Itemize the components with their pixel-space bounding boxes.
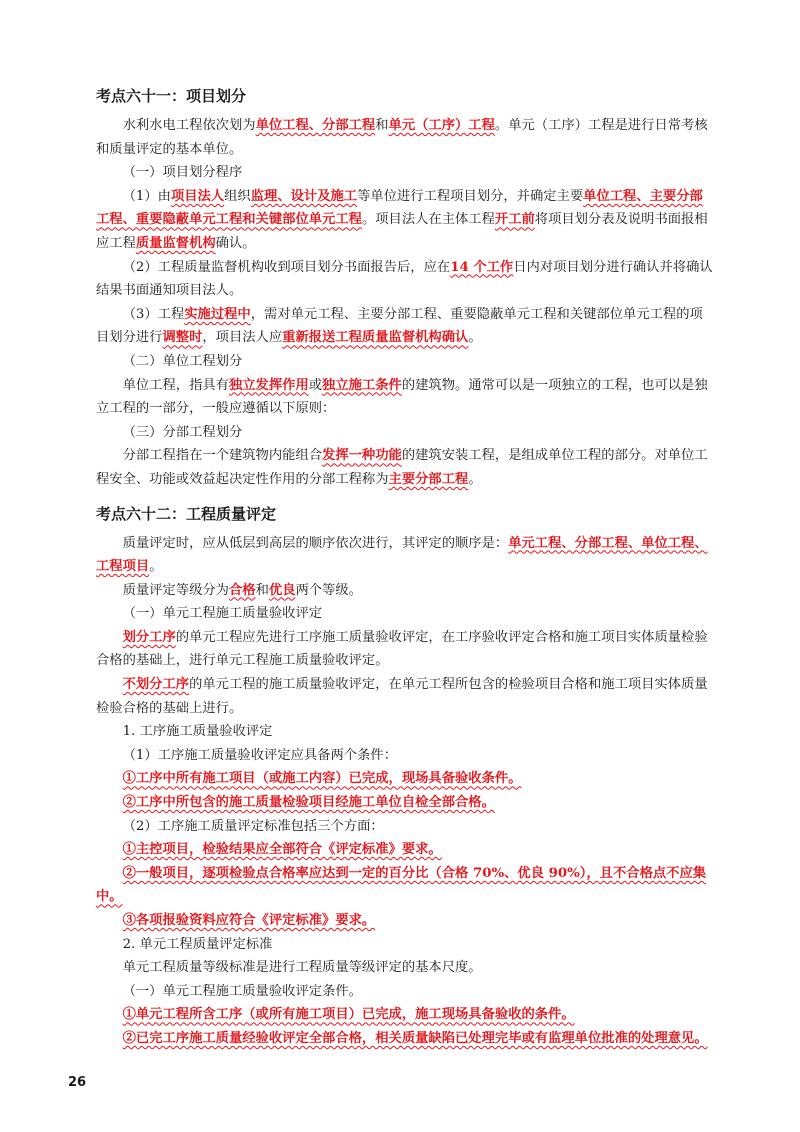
s62-subheading-unit-eval: （一）单元工程施工质量验收评定 xyxy=(122,606,323,622)
s62-paragraph-scale: 单元工程质量等级标准是进行工程质量等级评定的基本尺度。 xyxy=(122,960,482,976)
s62-conditions-heading: （1）工序施工质量验收评定应具备两个条件： xyxy=(122,747,397,763)
highlight: 监理、设计及施工 xyxy=(250,188,358,204)
highlight: 合格 xyxy=(228,582,256,598)
s62-standard-3 xyxy=(96,909,716,933)
s62-condition-1 xyxy=(96,767,716,791)
highlight: 不划分工序 xyxy=(122,677,190,693)
highlight: 调整时 xyxy=(162,330,203,346)
highlight: 独立发挥作用 xyxy=(228,377,309,393)
s61-subheading-procedure: （一）项目划分程序 xyxy=(122,165,243,181)
highlight: ①主控项目，检验结果应全部符合《评定标准》要求。 xyxy=(122,842,442,858)
s61-paragraph-2: （2）工程质量监督机构收到项目划分书面报告后，应在14 个工作日内对项目划分进行确认并将确认结果书面通知项目法人。 xyxy=(96,259,713,299)
highlight: ②已完工序施工质量经验收评定全部合格，相关质量缺陷已处理完毕或有监理单位批准的处理意见。 xyxy=(122,1030,708,1046)
highlight: 主要分部工程 xyxy=(388,471,469,487)
highlight: 实施过程中 xyxy=(184,306,251,322)
s61-subheading-unit: （二）单位工程划分 xyxy=(122,353,243,369)
s62-item-1-heading: 1. 工序施工质量验收评定 xyxy=(122,724,273,740)
s62-paragraph-without-process: 不划分工序的单元工程的施工质量验收评定，在单元工程所包含的检验项目合格和施工项目实体质量检验合格的基础上进行。 xyxy=(96,677,708,716)
highlight: ③各项报验资料应符合《评定标准》要求。 xyxy=(122,913,376,928)
s62-paragraph-order: 质量评定时，应从低层到高层的顺序依次进行，其评定的顺序是：单元工程、分部工程、单位工程、工程项目。 xyxy=(96,535,708,575)
highlight: ②一般项目，逐项检验点合格率应达到一定的百分比（合格 70%、优良 90%），且不合格点不应集中。 xyxy=(96,865,707,905)
highlight: 项目法人 xyxy=(170,188,225,204)
s62-standard-1 xyxy=(96,838,716,862)
highlight: 独立施工条件 xyxy=(322,377,402,393)
highlight: 发挥一种功能 xyxy=(322,448,402,464)
s62-standards-heading: （2）工序施工质量评定标准包括三个方面： xyxy=(122,818,384,834)
s62-paragraph-grades: 质量评定等级分为合格和优良两个等级。 xyxy=(122,582,362,598)
s61-paragraph-3: （3）工程实施过程中，需对单元工程、主要分部工程、重要隐蔽单元工程和关键部位单元工程的项目划分进行调整时，项目法人应重新报送工程质量监督机构确认。 xyxy=(96,306,703,346)
highlight: 14 个工作 xyxy=(450,259,514,275)
s61-paragraph-4: 单位工程，指具有独立发挥作用或独立施工条件的建筑物。通常可以是一项独立的工程，也可以是独立工程的一部分，一般应遵循以下原则： xyxy=(96,377,708,417)
highlight: 单位工程、主要分部工程、重要隐蔽单元工程和关键部位单元工程 xyxy=(96,188,703,228)
highlight: 单位工程、分部工程 xyxy=(255,118,376,133)
page-content xyxy=(96,84,716,1051)
s62-eval-conditions-heading: （一）单元工程施工质量验收评定条件。 xyxy=(122,983,362,999)
s62-eval-condition-1 xyxy=(96,1003,716,1027)
highlight: 重新报送工程质量监督机构确认 xyxy=(282,330,469,346)
s62-condition-2 xyxy=(96,791,716,815)
section-61-heading: 考点六十一：项目划分 xyxy=(96,87,247,105)
highlight: ①工序中所有施工项目（或施工内容）已完成，现场具备验收条件。 xyxy=(122,771,522,787)
highlight: 划分工序 xyxy=(122,629,176,645)
s62-eval-condition-2 xyxy=(96,1027,716,1051)
highlight: 单元工程、分部工程、单位工程、工程项目 xyxy=(96,535,708,575)
highlight: 开工前 xyxy=(494,212,535,228)
highlight: ②工序中所包含的施工质量检验项目经施工单位自检全部合格。 xyxy=(122,795,495,811)
s61-paragraph-1: （1）由项目法人组织监理、设计及施工等单位进行工程项目划分，并确定主要单位工程、主要分部工程、重要隐蔽单元工程和关键部位单元工程。项目法人在主体工程开工前将项目划分表及说明书面报相应工程质量监督机构确认。 xyxy=(96,188,708,251)
s61-subheading-division: （三）分部工程划分 xyxy=(122,424,243,440)
s62-paragraph-with-process: 划分工序的单元工程应先进行工序施工质量验收评定，在工序验收评定合格和施工项目实体质量检验合格的基础上，进行单元工程施工质量验收评定。 xyxy=(96,629,708,669)
highlight: 优良 xyxy=(268,582,296,598)
s61-paragraph-5: 分部工程指在一个建筑物内能组合发挥一种功能的建筑安装工程，是组成单位工程的部分。对单位工程安全、功能或效益起决定性作用的分部工程称为主要分部工程。 xyxy=(96,448,708,487)
s61-intro: 水利水电工程依次划为单位工程、分部工程和单元（工序）工程。单元（工序）工程是进行日常考核和质量评定的基本单位。 xyxy=(96,118,708,157)
section-62-heading: 考点六十二：工程质量评定 xyxy=(96,504,277,523)
highlight: ①单元工程所含工序（或所有施工项目）已完成，施工现场具备验收的条件。 xyxy=(122,1007,575,1023)
highlight: 单元（工序）工程 xyxy=(388,118,495,133)
page-number: 26 xyxy=(68,1075,87,1090)
highlight: 质量监督机构 xyxy=(135,235,216,251)
s62-standard-2 xyxy=(96,862,716,909)
s62-item-2-heading: 2. 单元工程质量评定标准 xyxy=(122,936,273,952)
